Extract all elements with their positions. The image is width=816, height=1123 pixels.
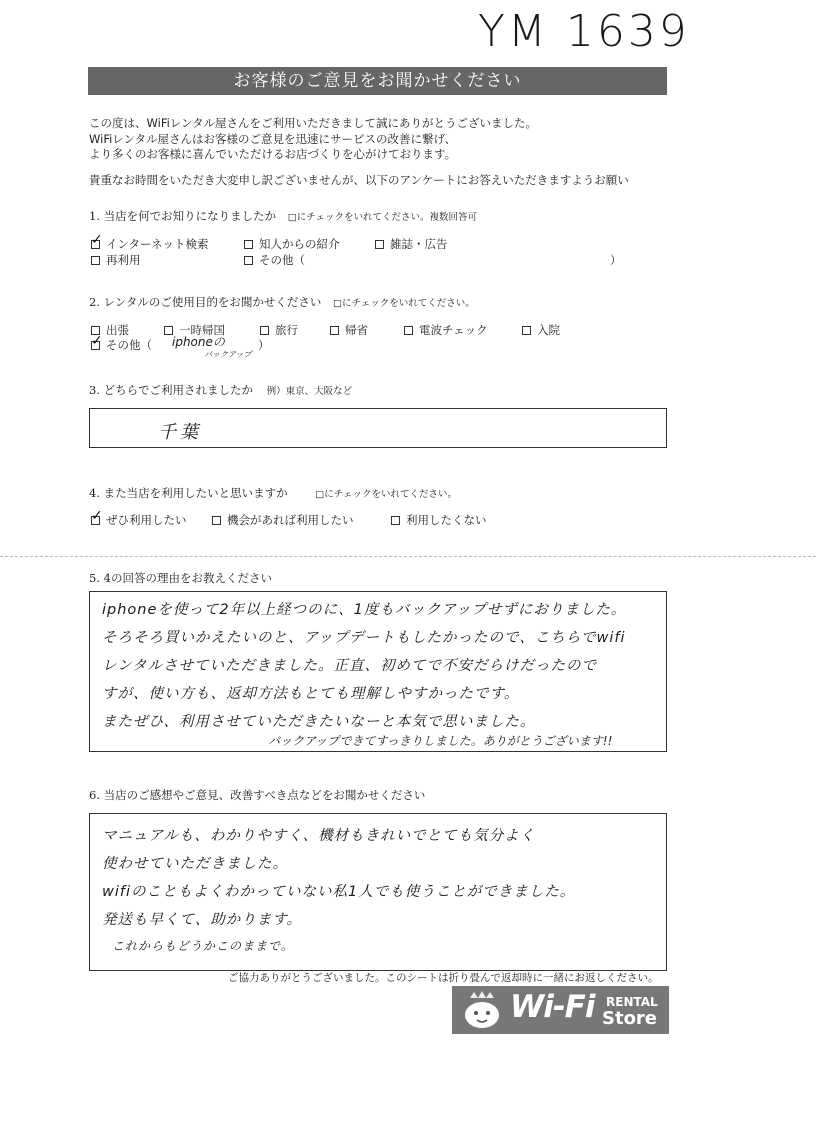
checkbox[interactable] xyxy=(391,516,400,525)
q6-answer-box[interactable] xyxy=(89,813,667,971)
page-title: お客様のご意見をお聞かせください xyxy=(88,67,667,95)
logo-wifi-text: Wi-Fi xyxy=(510,989,595,1025)
q5-answer-line: レンタルさせていただきました。正直、初めてで不安だらけだったので xyxy=(102,658,598,674)
q6-answer-line: 使わせていただきました。 xyxy=(102,856,288,872)
footer-note: ご協力ありがとうございました。このシートは折り畳んで返却時に一緒にお返しください。 xyxy=(228,972,659,984)
q3-answer-box[interactable] xyxy=(89,408,667,448)
q2-other-answer-2: バックアップ xyxy=(204,350,252,359)
checkbox[interactable] xyxy=(91,256,100,265)
q1-note: □にチェックをいれてください。複数回答可 xyxy=(287,212,477,223)
logo-rental-text: RENTAL xyxy=(606,995,658,1009)
checkbox[interactable] xyxy=(522,326,531,335)
checkbox-checked[interactable] xyxy=(91,341,100,350)
mascot-icon xyxy=(460,990,504,1030)
q4-option-maybe[interactable]: 機会があれば利用したい xyxy=(212,512,354,528)
q6-answer-line: 発送も早くて、助かります。 xyxy=(102,912,303,928)
logo-store-text: Store xyxy=(602,1008,658,1029)
wifi-rental-store-logo xyxy=(452,986,669,1034)
q2-option-homecoming[interactable]: 帰省 xyxy=(330,322,368,338)
q2-note: □にチェックをいれてください。 xyxy=(333,298,475,309)
q4-option-definitely[interactable]: ✓ぜひ利用したい xyxy=(91,512,187,528)
q1-option-friend[interactable]: 知人からの紹介 xyxy=(244,236,340,252)
q4-title: 4. また当店を利用したいと思いますか □にチェックをいれてください。 xyxy=(89,486,457,500)
q3-title: 3. どちらでご利用されましたか 例）東京、大阪など xyxy=(89,383,353,397)
q5-answer-line: すが、使い方も、返却方法もとても理解しやすかったです。 xyxy=(102,686,520,702)
q2-option-temp-return[interactable]: 一時帰国 xyxy=(164,322,225,338)
q4-note: □にチェックをいれてください。 xyxy=(315,489,457,500)
q5-answer-line: そろそろ買いかえたいのと、アップデートもしたかったので、こちらでwifi xyxy=(102,630,626,646)
q2-option-business[interactable]: 出張 xyxy=(91,322,129,338)
q1-option-magazine[interactable]: 雑誌・広告 xyxy=(375,236,448,252)
q5-answer-line: iphoneを使って2年以上経つのに、1度もバックアップせずにおりました。 xyxy=(102,602,627,618)
q4-option-no[interactable]: 利用したくない xyxy=(391,512,487,528)
q2-title: 2. レンタルのご使用目的をお聞かせください □にチェックをいれてください。 xyxy=(89,295,475,309)
checkbox[interactable] xyxy=(330,326,339,335)
intro-line-2: WiFiレンタル屋さんはお客様のご意見を迅速にサービスの改善に繋げ、 xyxy=(89,132,457,146)
intro-line-4: 貴重なお時間をいただき大変申し訳ございませんが、以下のアンケートにお答えいただきますようお願い xyxy=(89,173,629,187)
q2-other-close-paren: ） xyxy=(258,338,270,352)
q2-option-other[interactable]: ✓その他（ xyxy=(91,337,152,353)
q5-answer-box[interactable] xyxy=(89,591,667,752)
intro-line-3: より多くのお客様に喜んでいただけるお店づくりを心がけております。 xyxy=(89,147,457,161)
checkbox[interactable] xyxy=(404,326,413,335)
q2-option-travel[interactable]: 旅行 xyxy=(260,322,298,338)
q5-answer-line: バックアップできてすっきりしました。ありがとうございます!! xyxy=(268,734,613,748)
intro-line-1: この度は、WiFiレンタル屋さんをご利用いただきまして誠にありがとうございました。 xyxy=(89,116,538,130)
checkbox-checked[interactable] xyxy=(91,240,100,249)
q6-answer-line: マニュアルも、わかりやすく、機材もきれいでとても気分よく xyxy=(102,828,536,844)
q5-title: 5. 4の回答の理由をお教えください xyxy=(89,571,272,585)
q1-option-other[interactable]: その他（ xyxy=(244,252,305,268)
q1-title: 1. 当店を何でお知りになりましたか □にチェックをいれてください。複数回答可 xyxy=(89,209,477,223)
checkbox[interactable] xyxy=(212,516,221,525)
q5-answer-line: またぜひ、利用させていただきたいなーと本気で思いました。 xyxy=(102,714,536,730)
divider xyxy=(0,556,816,557)
q3-example: 例）東京、大阪など xyxy=(266,386,353,397)
q2-other-answer: iphoneの xyxy=(172,335,225,349)
q1-option-internet[interactable]: ✓インターネット検索 xyxy=(91,236,208,252)
q1-option-reuse[interactable]: 再利用 xyxy=(91,252,141,268)
q6-answer-line: これからもどうかこのままで。 xyxy=(112,939,294,953)
document-id: YM 1639 xyxy=(478,6,690,57)
q6-title: 6. 当店のご感想やご意見、改善すべき点などをお聞かせください xyxy=(89,788,426,802)
checkbox[interactable] xyxy=(260,326,269,335)
checkbox[interactable] xyxy=(244,240,253,249)
q2-option-signal-check[interactable]: 電波チェック xyxy=(404,322,488,338)
q6-answer-line: wifiのこともよくわかっていない私1人でも使うことができました。 xyxy=(102,884,576,900)
q2-option-hospital[interactable]: 入院 xyxy=(522,322,560,338)
checkbox[interactable] xyxy=(375,240,384,249)
checkbox-checked[interactable] xyxy=(91,516,100,525)
q3-answer: 千葉 xyxy=(158,422,202,443)
checkbox[interactable] xyxy=(244,256,253,265)
q1-other-close-paren: ） xyxy=(610,253,622,267)
